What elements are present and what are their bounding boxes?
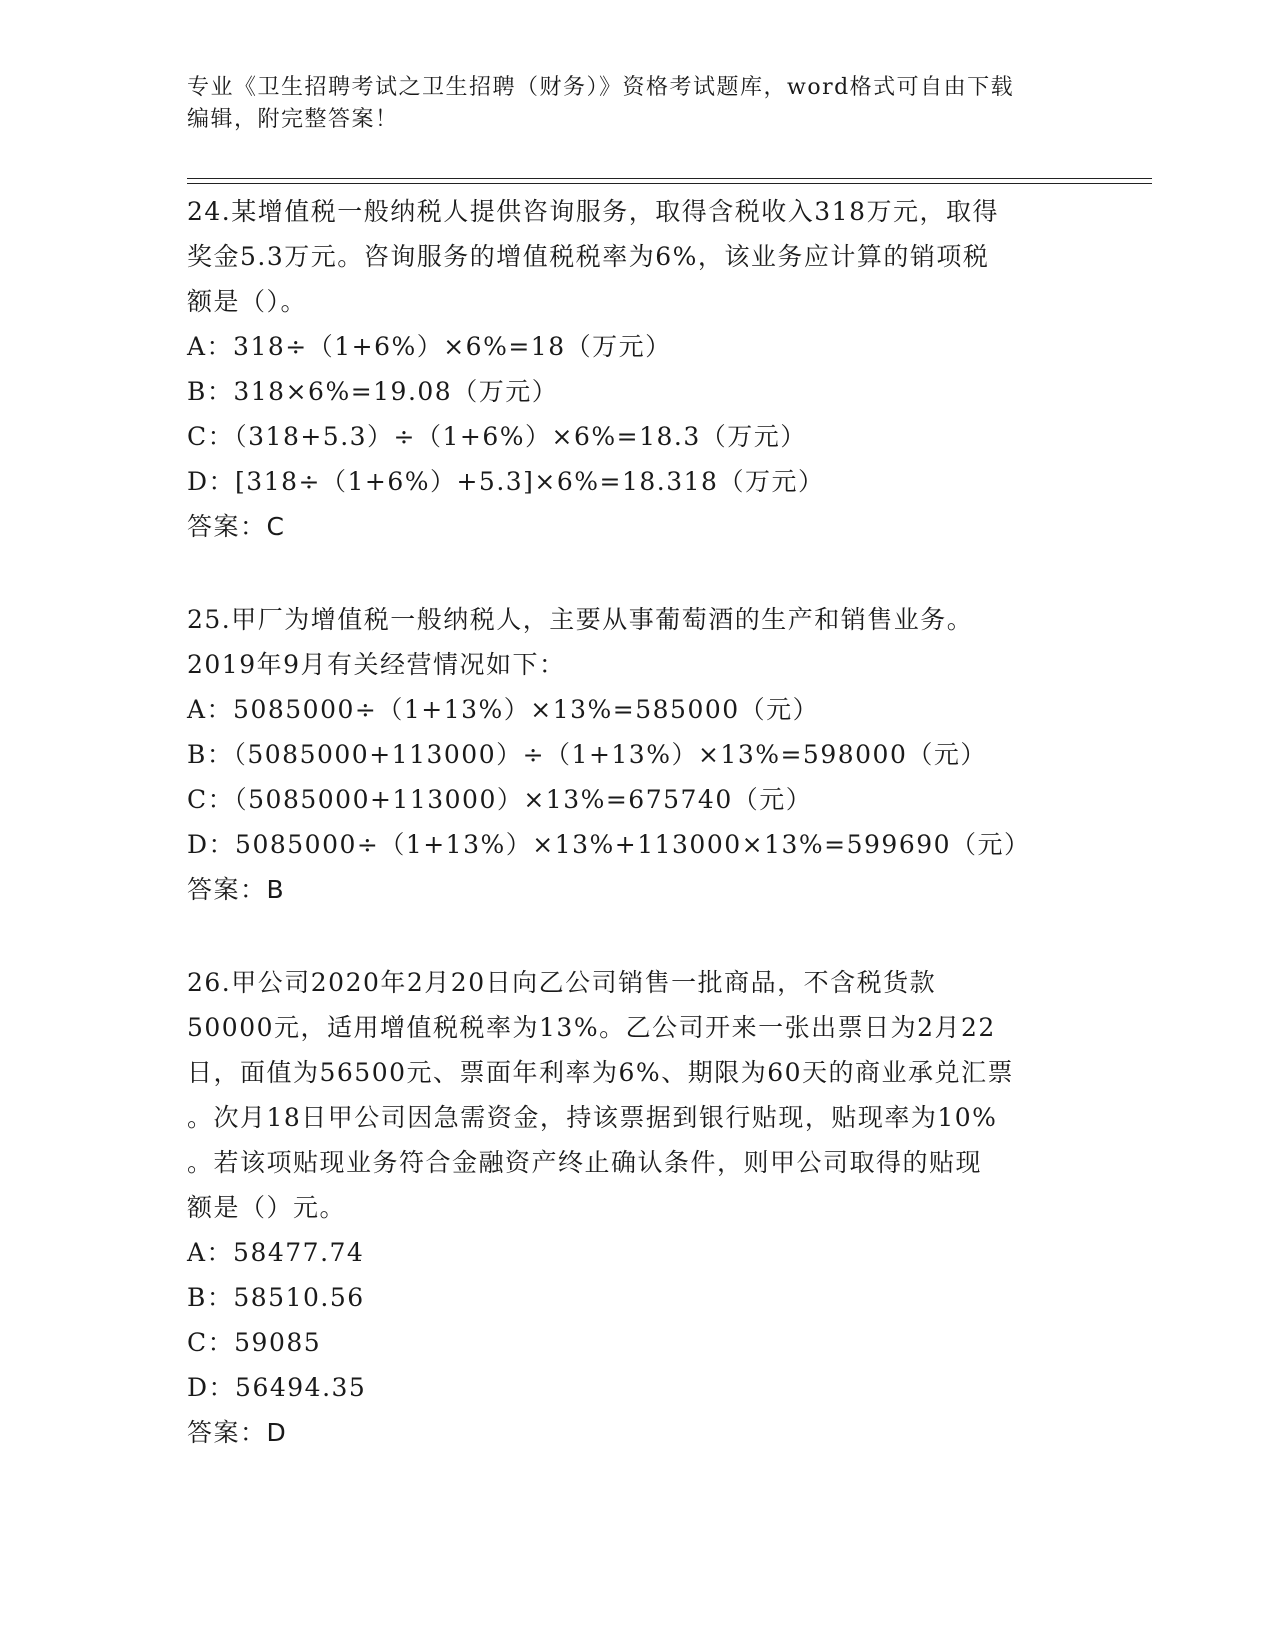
question-text-line: 50000元，适用增值税税率为13%。乙公司开来一张出票日为2月22 xyxy=(187,1013,996,1042)
question-text-line: 。次月18日甲公司因急需资金，持该票据到银行贴现，贴现率为10% xyxy=(187,1103,998,1132)
option-b: B：58510.56 xyxy=(187,1283,365,1312)
question-text-line: 26.甲公司2020年2月20日向乙公司销售一批商品，不含税货款 xyxy=(187,968,937,997)
question-text-line: 额是（）。 xyxy=(187,287,308,316)
question-26 xyxy=(187,960,1087,1455)
question-25 xyxy=(187,597,1087,912)
question-text-line: 25.甲厂为增值税一般纳税人，主要从事葡萄酒的生产和销售业务。 xyxy=(187,605,974,634)
option-a: A：318÷（1+6%）×6%=18（万元） xyxy=(187,332,672,361)
header-line-1: 专业《卫生招聘考试之卫生招聘（财务）》资格考试题库，word格式可自由下载 xyxy=(187,75,1015,100)
option-d: D：[318÷（1+6%）+5.3]×6%=18.318（万元） xyxy=(187,467,825,496)
question-text-line: 2019年9月有关经营情况如下： xyxy=(187,650,566,679)
option-c: C：（5085000+113000）×13%=675740（元） xyxy=(187,785,813,814)
header-divider-top xyxy=(187,178,1152,179)
question-text-line: 。若该项贴现业务符合金融资产终止确认条件，则甲公司取得的贴现 xyxy=(187,1148,983,1177)
answer-line: 答案：D xyxy=(187,1418,288,1447)
option-d: D：5085000÷（1+13%）×13%+113000×13%=599690（元） xyxy=(187,830,1031,859)
option-c: C：（318+5.3）÷（1+6%）×6%=18.3（万元） xyxy=(187,422,807,451)
question-text-line: 24.某增值税一般纳税人提供咨询服务，取得含税收入318万元，取得 xyxy=(187,197,999,226)
header-divider-bottom xyxy=(187,183,1152,184)
answer-line: 答案：C xyxy=(187,512,286,541)
question-text-line: 额是（）元。 xyxy=(187,1193,347,1222)
option-c: C：59085 xyxy=(187,1328,322,1357)
question-24 xyxy=(187,189,1087,549)
option-a: A：5085000÷（1+13%）×13%=585000（元） xyxy=(187,695,820,724)
option-b: B：（5085000+113000）÷（1+13%）×13%=598000（元） xyxy=(187,740,987,769)
option-a: A：58477.74 xyxy=(187,1238,365,1267)
answer-line: 答案：B xyxy=(187,875,286,904)
question-text-line: 日，面值为56500元、票面年利率为6%、期限为60天的商业承兑汇票 xyxy=(187,1058,1015,1087)
option-d: D：56494.35 xyxy=(187,1373,367,1402)
document-header xyxy=(187,72,1067,136)
header-line-2: 编辑，附完整答案！ xyxy=(187,107,399,132)
question-text-line: 奖金5.3万元。咨询服务的增值税税率为6%，该业务应计算的销项税 xyxy=(187,242,990,271)
option-b: B：318×6%=19.08（万元） xyxy=(187,377,559,406)
